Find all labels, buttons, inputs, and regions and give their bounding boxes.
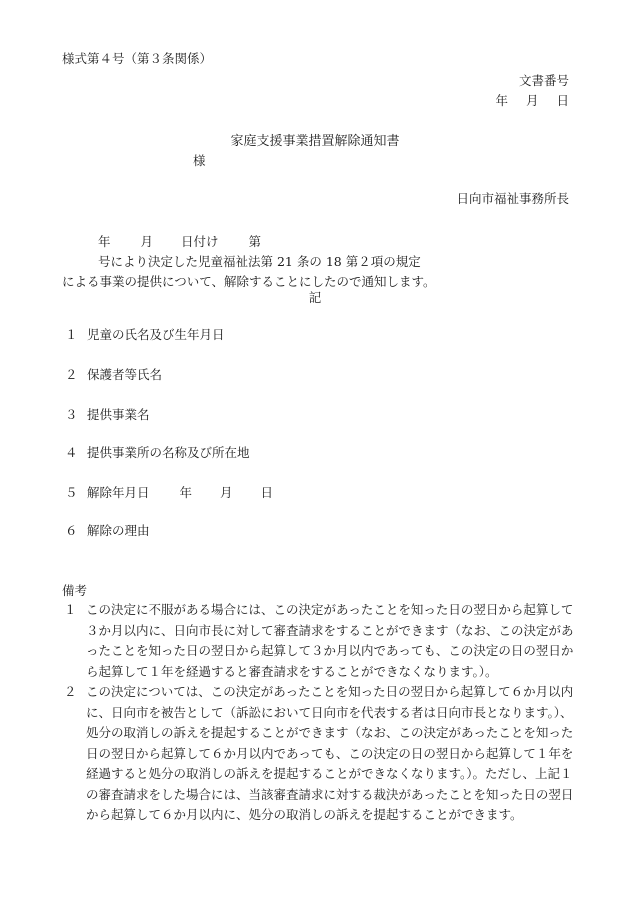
body-line-2: による事業の提供について、解除することにしたので通知します。 <box>62 274 436 289</box>
item-1 <box>65 329 225 342</box>
body-month: 月 <box>140 234 154 249</box>
body-line-1 <box>62 232 572 272</box>
addressee-suffix: 様 <box>193 153 206 168</box>
form-label: 様式第４号（第３条関係） <box>62 51 213 66</box>
item-label: 提供事業名 <box>87 407 150 422</box>
remark-note-1 <box>62 600 574 682</box>
notification-body <box>62 232 572 292</box>
issuer-name: 日向市福祉事務所長 <box>456 191 569 206</box>
item-label: 児童の氏名及び生年月日 <box>87 327 225 342</box>
item-number: ５ <box>65 485 78 500</box>
item-5-day: 日 <box>260 485 274 500</box>
item-3 <box>65 409 150 422</box>
item-5 <box>65 487 273 500</box>
date-year: 年 <box>495 93 508 108</box>
item-label: 保護者等氏名 <box>87 367 163 382</box>
item-number: ２ <box>65 367 78 382</box>
body-day-dated: 日付け <box>181 234 219 249</box>
item-6 <box>65 525 150 538</box>
item-number: １ <box>65 327 78 342</box>
remark-number: ２ <box>64 684 77 699</box>
item-4 <box>65 447 250 460</box>
item-number: ３ <box>65 407 78 422</box>
date-month: 月 <box>525 93 539 108</box>
body-year: 年 <box>98 234 111 249</box>
item-label: 解除の理由 <box>87 523 150 538</box>
item-2 <box>65 369 162 382</box>
item-5-month: 月 <box>220 485 233 500</box>
document-number-label: 文書番号 <box>518 73 569 88</box>
remark-number: １ <box>64 602 77 617</box>
item-label: 解除年月日 <box>87 485 150 500</box>
item-number: ６ <box>65 523 78 538</box>
item-number: ４ <box>65 445 78 460</box>
ki-heading: 記 <box>308 290 322 305</box>
remark-text: この決定に不服がある場合には、この決定があったことを知った日の翌日から起算して３か月以内に、日向市長に対して審査請求をすることができます（なお、この決定があったことを知った日の翌日から起算して３か月以内であっても、この決定の日の翌日から起算して１年を経過すると審査請求をすることができなくなります。）。 <box>86 602 574 679</box>
body-line1-rest: 号により決定した児童福祉法第 21 条の 18 第２項の規定 <box>98 254 421 269</box>
remark-text: この決定については、この決定があったことを知った日の翌日から起算して６か月以内に、日向市を被告として（訴訟において日向市を代表する者は日向市長となります。）、処分の取消しの訴えを提起することができます（なお、この決定があったことを知った日の翌日から起算して６か月以内であっても、この決定の日の翌日から起算して１年を経過すると処分の取消しの訴えを提起することができなくなります。）。ただし、上記１の審査請求をした場合には、当該審査請求に対する裁決があったことを知った日の翌日から起算して６か月以内に、処分の取消しの訴えを提起することができます。 <box>86 684 574 822</box>
item-5-year: 年 <box>179 485 193 500</box>
remarks-title: 備考 <box>62 583 88 598</box>
date-line <box>495 95 569 108</box>
body-number-prefix: 第 <box>248 234 262 249</box>
remark-note-2 <box>62 682 574 826</box>
date-day: 日 <box>556 93 569 108</box>
item-label: 提供事業所の名称及び所在地 <box>87 445 250 460</box>
document-title: 家庭支援事業措置解除通知書 <box>230 134 400 149</box>
